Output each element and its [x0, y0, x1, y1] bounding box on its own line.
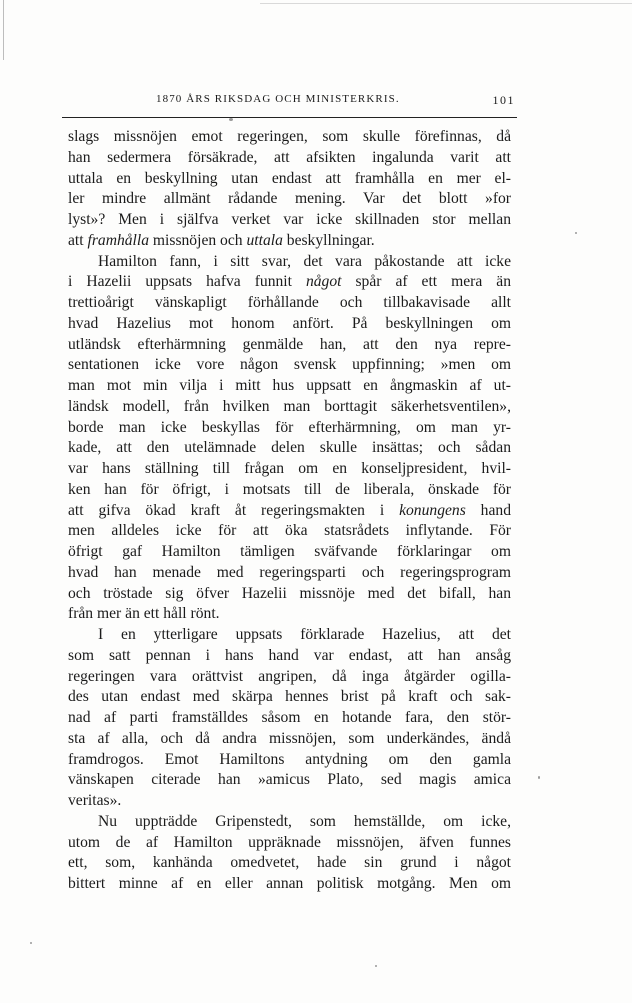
text-line: ken han för öfrigt, i motsats till de liberala, önskade för [68, 480, 511, 498]
text-line: trettioårigt vänskapligt förhållande och tillbakavisade allt [68, 294, 511, 311]
text-line: sta af alla, och då andra missnöjen, som underkändes, ändå [68, 729, 511, 747]
text-line: kade, att den utelämnade delen skulle insättas; och sådan [68, 439, 511, 457]
text-line: ländsk modell, från hvilken man borttagit säkerhetsventilen», [68, 397, 511, 415]
paper-speck [30, 942, 32, 944]
text-line: och tröstade sig öfver Hazelii missnöje med det bifall, han [68, 584, 511, 602]
text-line: des utan endast med skärpa hennes brist på kraft och sak- [68, 688, 511, 706]
text-line: att gifva ökad kraft åt regeringsmakten i konungens hand [68, 501, 511, 519]
italic-emphasis: framhålla [87, 231, 150, 249]
text-line: Nu uppträdde Gripenstedt, som hemställde, om icke, [98, 812, 511, 830]
text-line: hvad Hazelius mot honom anfört. På beskyllningen om [68, 314, 511, 332]
italic-emphasis: konungens [399, 501, 466, 519]
text-line: Hamilton fann, i sitt svar, det vara påkostande att icke [98, 252, 511, 270]
text-line: utom de af Hamilton uppräknade missnöjen, äfven funnes [68, 833, 511, 851]
paper-speck [575, 232, 577, 234]
text-line: ler mindre allmänt rådande mening. Var det blott »for [68, 190, 511, 208]
text-line: lyst»? Men i själfva verket var icke skillnaden stor mellan [68, 211, 511, 228]
text-line: uttala en beskyllning utan endast att framhålla en mer el- [68, 169, 511, 187]
running-header [60, 91, 520, 111]
text-line: man mot min vilja i mitt hus uppsatt en ångmaskin af ut- [68, 377, 511, 394]
text-line: från mer än ett håll rönt. [68, 605, 220, 623]
text-line: framdrogos. Emot Hamiltons antydning om den gamla [68, 750, 511, 768]
page-number: 101 [492, 93, 515, 107]
text-line: han sedermera försäkrade, att afsikten ingalunda varit att [68, 148, 511, 166]
header-rule [62, 117, 517, 118]
italic-emphasis: något [305, 273, 342, 291]
paper-speck [229, 118, 233, 121]
text-line: men alldeles icke för att öka statsrådets inflytande. För [68, 522, 511, 540]
text-line: I en ytterligare uppsats förklarade Hazelius, att det [98, 626, 511, 643]
body-text [68, 127, 511, 895]
running-header-title: 1870 ÅRS RIKSDAG OCH MINISTERKRIS. [156, 93, 400, 105]
paper-speck [538, 776, 540, 779]
text-line: bittert minne af en eller annan politisk motgång. Men om [68, 875, 511, 892]
text-line: som satt pennan i hans hand var endast, att han ansåg [68, 646, 511, 664]
text-line: utländsk efterhärmning genmälde han, att den nya repre- [68, 335, 511, 353]
page-edge-line [3, 0, 4, 60]
page-top-edge-line [260, 3, 632, 4]
text-line: hvad han menade med regeringsparti och regeringsprogram [68, 563, 511, 581]
text-line: nad af parti framställdes såsom en hotande fara, den stör- [68, 709, 511, 726]
text-line: var hans ställning till frågan om en konseljpresident, hvil- [68, 460, 511, 477]
text-line: öfrigt gaf Hamilton tämligen sväfvande förklaringar om [68, 543, 511, 560]
text-line: veritas». [68, 792, 122, 809]
text-line: ett, som, kanhända omedvetet, hade sin grund i något [68, 854, 511, 872]
text-line: sentationen icke vore någon svensk uppfinning; »men om [68, 356, 511, 374]
italic-emphasis: uttala [246, 231, 283, 249]
text-line: vänskapen citerade han »amicus Plato, sed magis amica [68, 771, 511, 789]
paper-speck [375, 965, 377, 967]
text-line: att framhålla missnöjen och uttala beskyllningar. [68, 231, 375, 249]
text-line: borde man icke beskyllas för efterhärmning, om man yr- [68, 418, 511, 436]
text-line: i Hazelii uppsats hafva funnit något spår af ett mera än [68, 273, 511, 291]
text-line: slags missnöjen emot regeringen, som skulle förefinnas, då [68, 128, 511, 145]
text-line: regeringen vara orättvist angripen, då inga åtgärder ogilla- [68, 667, 511, 685]
